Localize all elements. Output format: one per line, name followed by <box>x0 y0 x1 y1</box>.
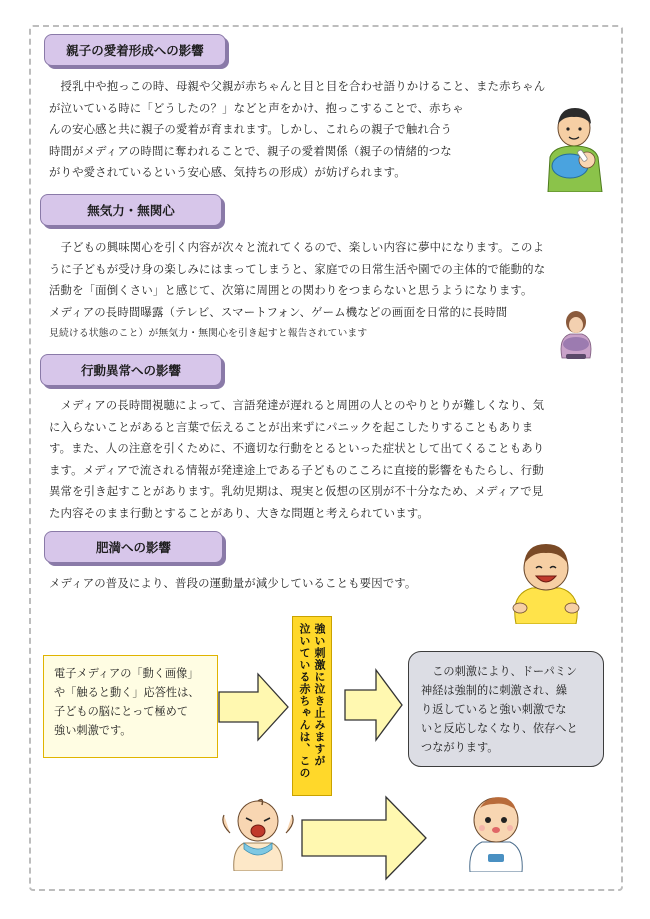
vertical-line: 泣いている赤ちゃんは、この <box>298 623 311 779</box>
box-line: 子どもの脳にとって極めて <box>54 705 189 718</box>
box-line: 電子メディアの「動く画像」 <box>54 667 199 680</box>
text-line: が泣いている時に「どうしたの？」などと声をかけ、抱っこすることで、赤ちゃ <box>49 100 464 115</box>
right-arrow-icon <box>218 672 290 742</box>
text-line: ます。メディアで流される情報が発達途上である子どものこころに直接的影響をもたらし、行動 <box>49 462 544 477</box>
box-line: 神経は強制的に刺激され、繰 <box>421 684 568 697</box>
chubby-child-illustration <box>506 538 586 624</box>
section-heading-behavior: 行動異常への影響 <box>40 354 222 386</box>
dopamine-dependence-box <box>408 651 604 767</box>
crying-baby-stops-box <box>292 616 332 796</box>
box-line: や「触ると動く」応答性は、 <box>54 686 200 699</box>
box-line: いと反応しなくなり、依存へと <box>421 722 578 735</box>
box-line: 強い刺激です。 <box>54 724 132 737</box>
text-line: 子どもの興味関心を引く内容が次々と流れてくるので、楽しい内容に夢中になります。このよ <box>49 240 545 254</box>
section-text-apathy <box>49 237 614 345</box>
father-baby-illustration <box>540 102 612 192</box>
text-line: す。また、人の注意を引くために、不適切な行動をとるといった症状として出てくることもあり <box>49 441 545 455</box>
right-arrow-icon <box>300 795 428 881</box>
box-line: り返していると強い刺激でな <box>421 703 567 716</box>
section-heading-obesity: 肥満への影響 <box>44 531 223 563</box>
text-line: 活動を「面倒くさい」と感じて、次第に周囲との関わりをつまらないと思うようになります。 <box>49 283 533 297</box>
text-line: メディアの長時間曝露（テレビ、スマートフォン、ゲーム機などの画面を日常的に長時間 <box>49 304 508 319</box>
section-text-obesity <box>49 573 519 595</box>
text-line: メディアの普及により、普段の運動量が減少していることも要因です。 <box>49 576 417 590</box>
text-line: 時間がメディアの時間に奪われることで、親子の愛着関係（親子の情緒的つな <box>49 143 452 158</box>
text-line: うに子どもが受け身の楽しみにはまってしまうと、家庭での日常生活や園での主体的で能動的な <box>49 261 546 276</box>
text-line: メディアの長時間視聴によって、言語発達が遅れると周囲の人とのやりとりが難しくなり、気 <box>49 398 545 412</box>
text-line: んの安心感と共に親子の愛着が育まれます。しかし、これらの親子で触れ合う <box>49 122 453 136</box>
section-heading-attachment: 親子の愛着形成への影響 <box>44 34 226 66</box>
vertical-line: 強い刺激に泣き止みますが <box>313 623 326 767</box>
dazed-baby-illustration <box>458 792 534 872</box>
box-line: この刺激により、ドーパミン <box>421 665 578 678</box>
sad-sitting-person-illustration <box>552 308 600 360</box>
text-line: に入らないことがあると言葉で伝えることが出来ずにパニックを起こしたりすることもありま <box>49 419 534 434</box>
text-line: た内容そのまま行動とすることがあり、大きな問題と考えられています。 <box>49 505 429 520</box>
crying-baby-illustration <box>218 793 298 871</box>
section-text-behavior <box>49 395 614 524</box>
box-line: つながります。 <box>421 741 499 754</box>
right-arrow-icon <box>344 668 404 742</box>
text-line: 異常を引き起すことがあります。乳幼児期は、現実と仮想の区別が不十分なため、メディアで見 <box>49 484 544 498</box>
section-text-attachment <box>49 76 614 184</box>
section-heading-apathy: 無気力・無関心 <box>40 194 222 226</box>
text-line: がりや愛されているという安心感、気持ちの形成）が妨げられます。 <box>49 165 406 179</box>
text-line: 見続ける状態のこと）が無気力・無関心を引き起すと報告されています <box>49 328 368 339</box>
text-line: 授乳中や抱っこの時、母親や父親が赤ちゃんと目と目を合わせ語りかけること、また赤ちゃん <box>49 79 546 93</box>
media-stimulus-box <box>43 655 218 758</box>
